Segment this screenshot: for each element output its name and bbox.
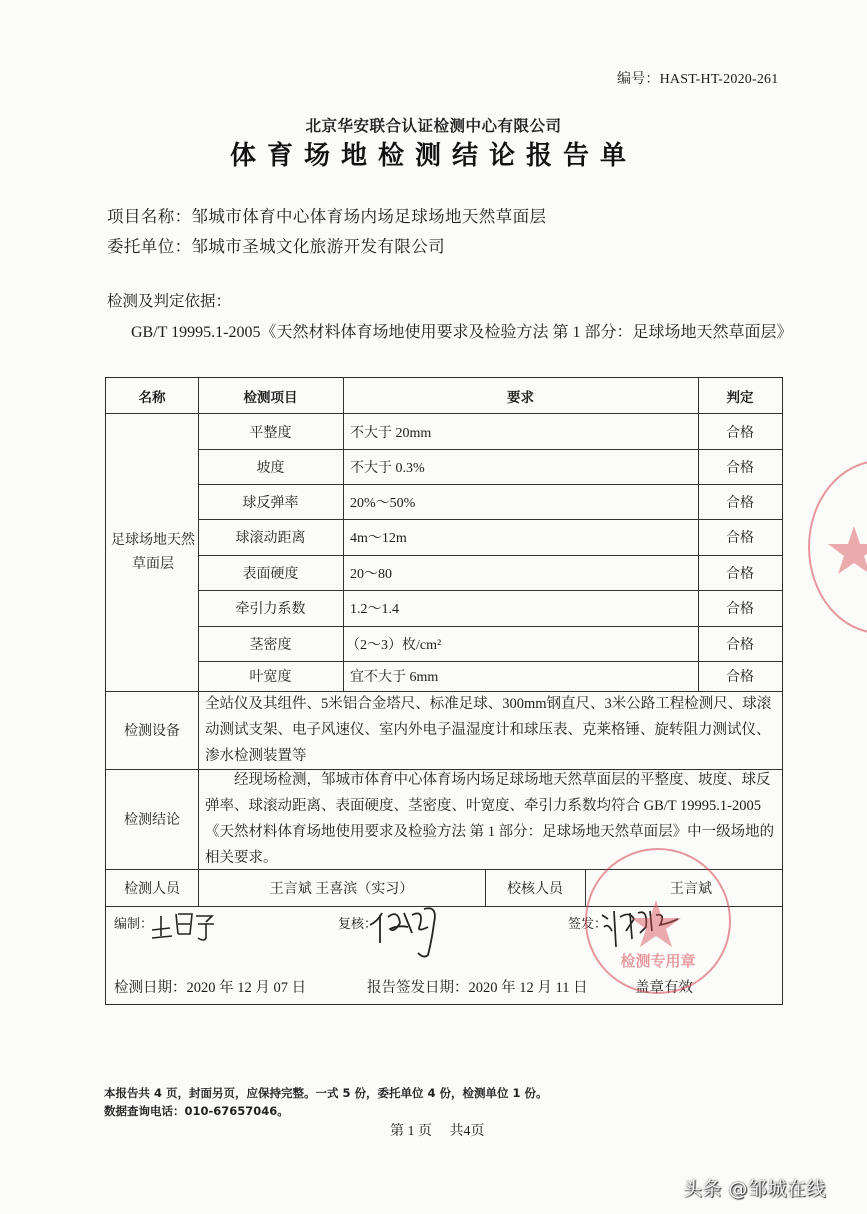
row-requirement: 不大于 20mm [350,425,432,441]
row-requirement: 1.2～1.4 [350,602,399,617]
test-date: 检测日期：2020 年 12 月 07 日 [114,979,307,996]
stamp-bottom-text: 检测专用章 [620,952,696,970]
row-requirement: 20～80 [350,566,392,582]
row-requirement: （2～3）枚/cm² [346,637,442,653]
basis-label: 检测及判定依据： [107,293,232,310]
row-result: 合格 [726,637,754,653]
row-requirement: 宜不大于 6mm [350,670,439,685]
row-item: 球反弹率 [242,495,299,511]
reviewed-label: 复核： [338,916,378,932]
page-number: 第 1 页 共4页 [390,1124,485,1139]
footer-phone: 数据查询电话：010-67657046。 [104,1104,289,1118]
row-result: 合格 [726,670,754,685]
row-result: 合格 [726,566,754,582]
basis-text: GB/T 19995.1-2005《天然材料体育场地使用要求及检验方法 第 1 部分：足球场地天然草面层》 [131,324,793,341]
issue-date: 报告签发日期：2020 年 12 月 11 日 [367,979,588,996]
row-item: 叶宽度 [249,670,292,685]
row-result: 合格 [726,425,754,441]
row-requirement: 20%～50% [350,495,416,511]
inspectors-label: 检测人员 [124,881,180,897]
row-result: 合格 [726,531,754,546]
row-item: 牵引力系数 [235,602,306,617]
row-item: 球滚动距离 [235,531,306,546]
compiler-signature [148,908,218,942]
row-item: 坡度 [256,460,285,476]
watermark: 头条 @邹城在线 [683,1178,827,1200]
row-requirement: 不大于 0.3% [350,460,425,476]
partial-stamp [808,460,867,634]
row-item: 表面硬度 [242,566,299,582]
equipment-text: 全站仪及其组件、5米铝合金塔尺、标准足球、300mm钢直尺、3米公路工程检测尺、球滚动测试支架、电子风速仪、室内外电子温湿度计和球压表、克莱格锤、旋转阻力测试仪、渗水检测装置等 [205,696,772,764]
category-cell: 足球场地天然草面层 [111,532,195,572]
equipment-label: 检测设备 [124,724,180,739]
row-result: 合格 [726,460,754,476]
footer-note: 本报告共 4 页，封面另页，应保持完整。一式 5 份，委托单位 4 份，检测单位 1 份。 [104,1086,548,1100]
header-result: 判定 [726,389,754,406]
row-result: 合格 [726,602,754,617]
reviewer-signature [368,903,458,963]
row-result: 合格 [726,495,754,511]
row-item: 茎密度 [249,637,292,653]
serial-number: 编号：HAST-HT-2020-261 [617,72,779,87]
conclusion-text: 经现场检测，邹城市体育中心体育场内场足球场地天然草面层的平整度、坡度、球反弹率、球滚动距离、表面硬度、茎密度、叶宽度、牵引力系数均符合 GB/T 19995.1-2005《天然材料体育场地使用要求及检验方法 第 1 部分：足球场地天然草面层》中一级场地的相关要求。 [205,772,775,866]
row-requirement: 4m～12m [350,531,407,546]
client-name: 委托单位：邹城市圣城文化旅游开发有限公司 [107,237,445,256]
row-item: 平整度 [249,425,292,441]
report-title: 体育场地检测结论报告单 [229,141,637,171]
reviewer-value: 王言斌 [670,881,712,897]
issued-label: 签发： [568,916,608,932]
inspectors-value: 王言斌 王喜滨（实习） [269,881,414,897]
header-requirement: 要求 [507,389,534,406]
reviewer-label: 校核人员 [507,881,563,897]
partial-stamp-star-icon [824,522,867,582]
conclusion-label: 检测结论 [124,813,180,828]
official-stamp [585,848,731,994]
organization-name: 北京华安联合认证检测中心有限公司 [305,117,562,135]
col-divider [343,378,344,691]
compiled-label: 编制： [114,916,154,932]
stamp-note: 盖章有效 [635,979,693,996]
project-name: 项目名称：邹城市体育中心体育场内场足球场地天然草面层 [107,207,547,226]
header-name: 名称 [138,389,166,406]
header-item: 检测项目 [243,389,298,406]
